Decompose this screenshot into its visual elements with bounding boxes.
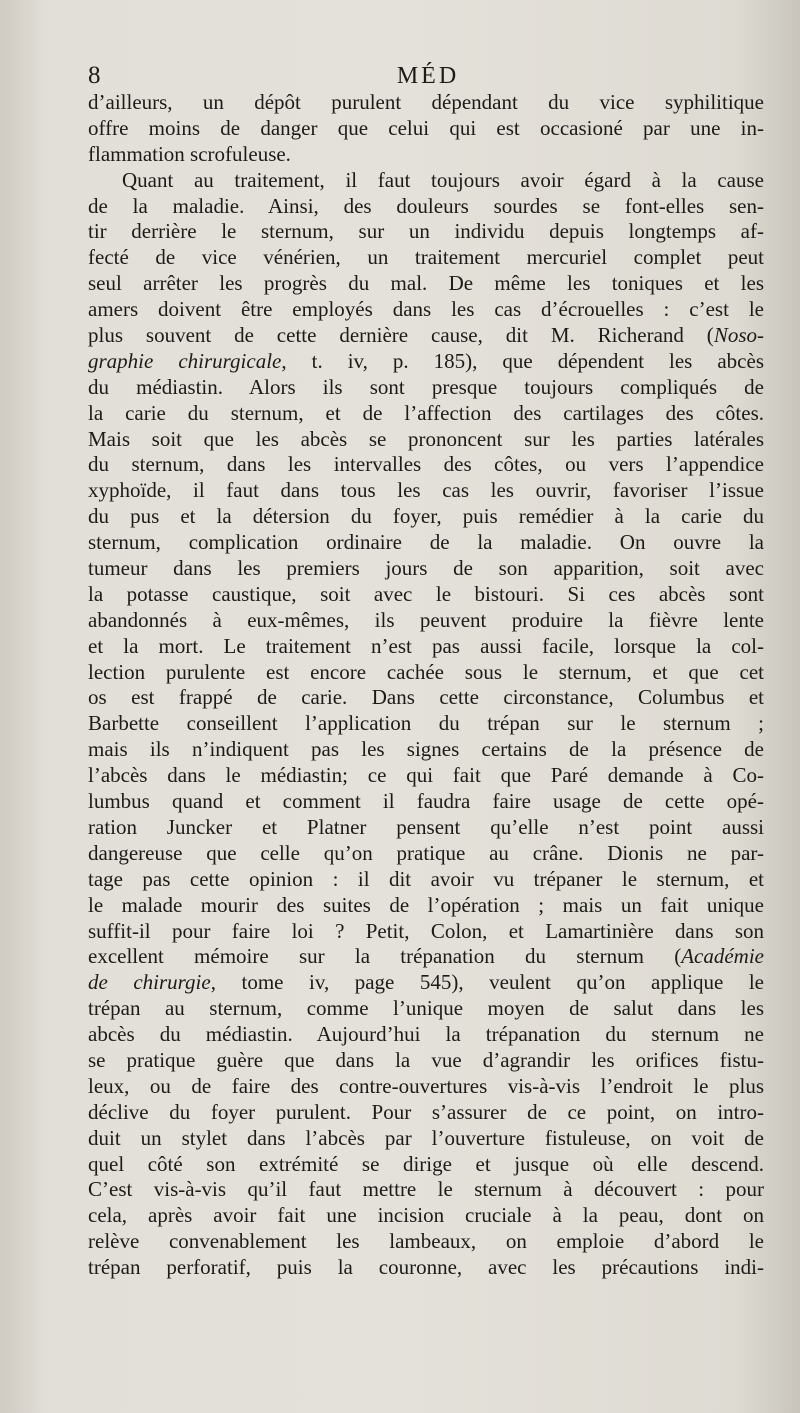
text-line [88, 789, 764, 815]
text-line [88, 194, 764, 220]
text-segment: flammation scrofuleuse. [88, 141, 291, 166]
text-segment: offre moins de danger que celui qui est occasioné par une in- [88, 115, 764, 140]
text-line [88, 116, 764, 142]
text-segment: xyphoïde, il faut dans tous les cas les ouvrir, favoriser l’issue [88, 478, 764, 503]
text-segment: de la maladie. Ainsi, des douleurs sourdes se font-elles sen- [88, 193, 764, 218]
text-segment: abcès du médiastin. Aujourd’hui la trépanation du sternum ne [88, 1022, 764, 1047]
text-line [88, 737, 764, 763]
text-line [88, 867, 764, 893]
text-segment: dangereuse que celle qu’on pratique au crâne. Dionis ne par- [88, 840, 764, 865]
text-line [88, 1229, 764, 1255]
text-line [88, 763, 764, 789]
text-segment: plus souvent de cette dernière cause, dit M. Richerand ( [88, 323, 714, 348]
text-segment: du pus et la détersion du foyer, puis remédier à la carie du [88, 504, 764, 529]
text-segment: le malade mourir des suites de l’opération ; mais un fait unique [88, 892, 764, 917]
text-segment: abandonnés à eux-mêmes, ils peuvent produire la fièvre lente [88, 607, 764, 632]
text-line [88, 452, 764, 478]
text-segment: lection purulente est encore cachée sous le sternum, et que cet [88, 659, 764, 684]
text-segment: duit un stylet dans l’abcès par l’ouverture fistuleuse, on voit de [88, 1125, 764, 1150]
text-segment: du sternum, dans les intervalles des côtes, ou vers l’appendice [88, 452, 764, 477]
text-line [88, 1048, 764, 1074]
text-segment: Mais soit que les abcès se prononcent sur les parties latérales [88, 426, 764, 451]
text-line [88, 1255, 764, 1281]
text-segment: excellent mémoire sur la trépanation du sternum ( [88, 944, 682, 969]
italic-text-segment: graphie chirurgicale [88, 348, 282, 373]
text-line [88, 245, 764, 271]
text-segment: se pratique guère que dans la vue d’agrandir les orifices fistu- [88, 1047, 764, 1072]
body-text [88, 90, 764, 1281]
text-line [88, 427, 764, 453]
running-head: MÉD [396, 63, 460, 89]
text-segment: fecté de vice vénérien, un traitement mercuriel complet peut [88, 245, 764, 270]
text-segment: Barbette conseillent l’application du trépan sur le sternum ; [88, 711, 764, 736]
text-line [88, 90, 764, 116]
text-line [88, 530, 764, 556]
text-segment: l’abcès dans le médiastin; ce qui fait que Paré demande à Co- [88, 763, 764, 788]
text-line [88, 1203, 764, 1229]
text-segment: d’ailleurs, un dépôt purulent dépendant du vice syphilitique [88, 90, 764, 114]
text-line [88, 297, 764, 323]
text-line [88, 944, 764, 970]
text-line [88, 711, 764, 737]
text-line [88, 996, 764, 1022]
text-line [88, 815, 764, 841]
text-segment: relève convenablement les lambeaux, on emploie d’abord le [88, 1229, 764, 1254]
text-segment: tumeur dans les premiers jours de son apparition, soit avec [88, 556, 764, 581]
text-segment: du médiastin. Alors ils sont presque toujours compliqués de [88, 374, 764, 399]
text-line [88, 1177, 764, 1203]
text-line [88, 556, 764, 582]
italic-text-segment: Académie [681, 944, 764, 969]
text-line [88, 401, 764, 427]
text-segment: suffit-il pour faire loi ? Petit, Colon, et Lamartinière dans son [88, 918, 764, 943]
text-segment: leux, ou de faire des contre-ouvertures vis-à-vis l’endroit le plus [88, 1073, 764, 1098]
text-line [88, 634, 764, 660]
text-line [88, 504, 764, 530]
text-line [88, 1022, 764, 1048]
page-number: 8 [88, 62, 101, 89]
text-line [88, 142, 764, 168]
italic-text-segment: Noso- [713, 323, 764, 348]
text-segment: tir derrière le sternum, sur un individu depuis longtemps af- [88, 219, 764, 244]
page-header [88, 58, 768, 94]
text-line [88, 323, 764, 349]
text-line [88, 608, 764, 634]
text-segment: tage pas cette opinion : il dit avoir vu trépaner le sternum, et [88, 866, 764, 891]
text-line [88, 349, 764, 375]
text-segment: seul arrêter les progrès du mal. De même les toniques et les [88, 271, 764, 296]
text-line [88, 1074, 764, 1100]
text-line [88, 1152, 764, 1178]
text-segment: et la mort. Le traitement n’est pas aussi facile, lorsque la col- [88, 633, 764, 658]
text-line [88, 1126, 764, 1152]
text-segment: , t. iv, p. 185), que dépendent les abcès [281, 348, 764, 373]
text-line [88, 1100, 764, 1126]
text-segment: lumbus quand et comment il faudra faire usage de cette opé- [88, 789, 764, 814]
text-segment: Quant au traitement, il faut toujours avoir égard à la cause [122, 167, 764, 192]
text-segment: cela, après avoir fait une incision cruciale à la peau, dont on [88, 1203, 764, 1228]
text-segment: déclive du foyer purulent. Pour s’assurer de ce point, on intro- [88, 1099, 764, 1124]
text-line [88, 168, 764, 194]
text-segment: la carie du sternum, et de l’affection des cartilages des côtes. [88, 400, 764, 425]
text-line [88, 271, 764, 297]
text-segment: , tome iv, page 545), veulent qu’on applique le [210, 970, 764, 995]
text-line [88, 582, 764, 608]
text-segment: la potasse caustique, soit avec le bistouri. Si ces abcès sont [88, 581, 764, 606]
text-line [88, 478, 764, 504]
text-segment: mais ils n’indiquent pas les signes certains de la présence de [88, 737, 764, 762]
text-line [88, 660, 764, 686]
text-segment: amers doivent être employés dans les cas d’écrouelles : c’est le [88, 297, 764, 322]
text-segment: quel côté son extrémité se dirige et jusque où elle descend. [88, 1151, 764, 1176]
text-line [88, 219, 764, 245]
text-segment: os est frappé de carie. Dans cette circonstance, Columbus et [88, 685, 764, 710]
text-line [88, 893, 764, 919]
text-segment: ration Juncker et Platner pensent qu’elle n’est point aussi [88, 814, 764, 839]
text-line [88, 685, 764, 711]
text-segment: trépan perforatif, puis la couronne, avec les précautions indi- [88, 1255, 764, 1280]
text-line [88, 841, 764, 867]
text-line [88, 919, 764, 945]
text-line [88, 375, 764, 401]
text-line [88, 970, 764, 996]
text-segment: sternum, complication ordinaire de la maladie. On ouvre la [88, 530, 764, 555]
text-segment: trépan au sternum, comme l’unique moyen de salut dans les [88, 996, 764, 1021]
text-segment: C’est vis-à-vis qu’il faut mettre le sternum à découvert : pour [88, 1177, 764, 1202]
italic-text-segment: de chirurgie [88, 970, 211, 995]
